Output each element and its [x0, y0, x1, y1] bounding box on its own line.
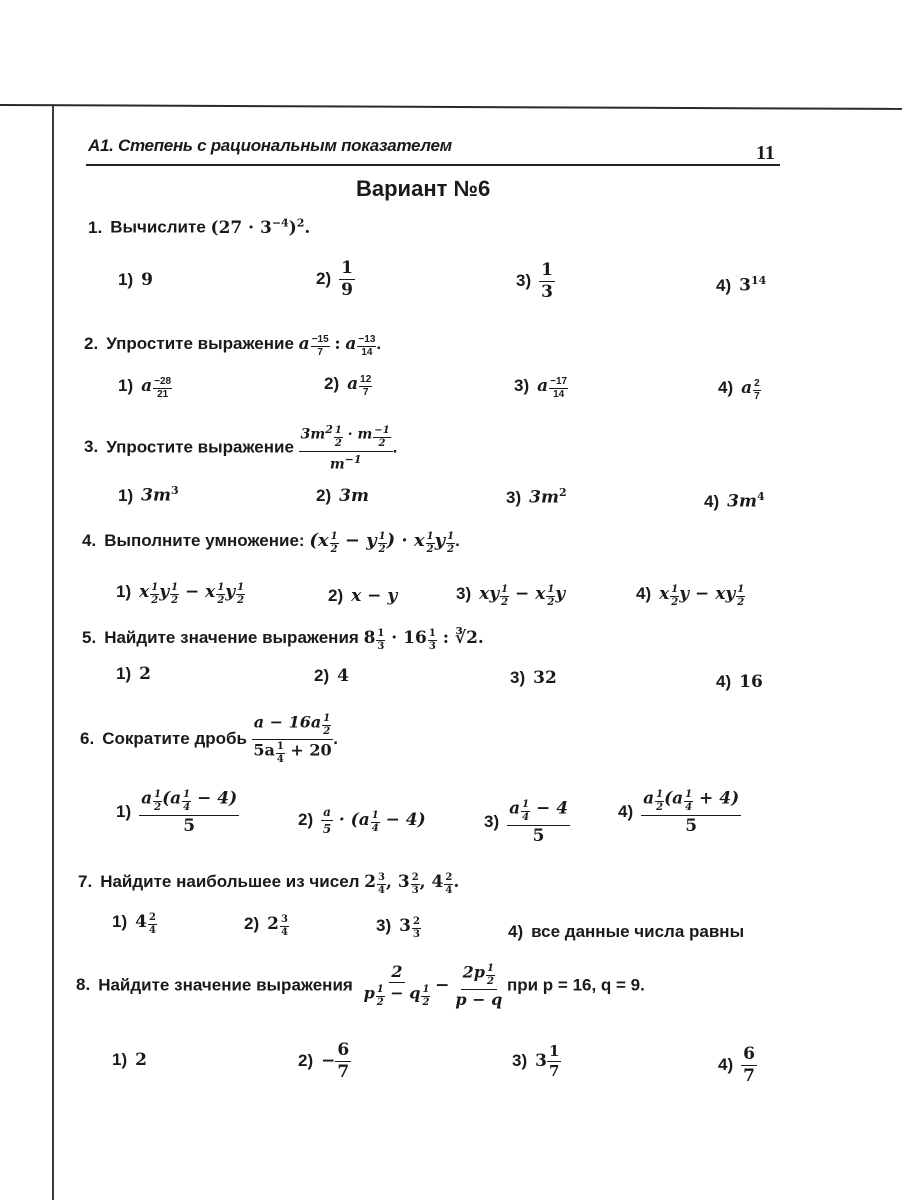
- q5-option-2: 2) 4: [314, 666, 349, 686]
- q4-option-3: 3) xy $\frac{1}{2}$ − x $\frac{1}{2}$ y: [456, 584, 566, 609]
- q7-option-2: 2) 2 $\frac{3}{4}$: [244, 914, 288, 939]
- q2-option-2: 2) a $\frac{12}{7}$: [324, 374, 372, 399]
- question-1: 1. Вычислите $(27 \cdot 3^{-4})^2$.: [88, 216, 311, 238]
- q4-option-2: 2) x − y: [328, 586, 398, 606]
- q8-option-3: 3) 3 $\frac{1}{7}$: [512, 1042, 560, 1080]
- q5-option-3: 3) 32: [510, 668, 557, 688]
- question-5: 5. Найдите значение выражения 8 $\frac{1}{3}$ · 16 $\frac{1}{3}$ : ∛2.: [82, 628, 484, 653]
- q1-option-2: 2) $\frac{1}{9}$: [316, 258, 353, 300]
- question-4: 4. Выполните умножение: (x $\frac{1}{2}$ − y $\frac{1}{2}$ ) · x $\frac{1}{2}$ y $\frac{1}{2}$ .: [82, 530, 460, 555]
- q1-option-4: 4) $3^{14}$: [716, 274, 767, 296]
- q6-option-3: 3) a $\frac{1}{4}$ − 4 5: [484, 798, 569, 846]
- q3-option-2: 2) 3m: [316, 486, 369, 506]
- page-number: 11: [756, 142, 775, 164]
- variant-title: Вариант №6: [356, 176, 491, 201]
- q2-option-3: 3) a $\frac{-17}{14}$: [514, 376, 568, 401]
- q1-option-1: 1) 9: [118, 270, 153, 290]
- q1-option-3: 3) $\frac{1}{3}$: [516, 260, 553, 302]
- question-7: 7. Найдите наибольшее из чисел 2 $\frac{3}{4}$ , 3 $\frac{2}{3}$ , 4 $\frac{2}{4}$ .: [78, 872, 460, 897]
- q2-option-1: 1) a $\frac{-28}{21}$: [118, 376, 172, 401]
- q7-option-1: 1) 4 $\frac{2}{4}$: [112, 912, 156, 937]
- header-rule: [86, 164, 780, 166]
- q3-option-1: 1) $3m^3$: [118, 484, 179, 506]
- page-left-edge: [52, 104, 54, 1200]
- question-3: 3. Упростите выражение $3m^2$ $\frac{1}{2}$ · m $\frac{-1}{2}$ $m^{-1}$ .: [84, 423, 398, 473]
- section-title: A1. Степень с рациональным показателем: [88, 136, 452, 155]
- q8-option-4: 4) $\frac{6}{7}$: [718, 1044, 755, 1086]
- q6-option-4: 4) a $\frac{1}{2}$ (a $\frac{1}{4}$ + 4) 5: [618, 788, 740, 836]
- question-6: 6. Сократите дробь a − 16a $\frac{1}{2}$ 5a $\frac{1}{4}$ + 20 .: [80, 712, 338, 765]
- q5-option-1: 1) 2: [116, 664, 151, 684]
- page-top-edge: [0, 104, 902, 110]
- question-2: 2. Упростите выражение a $\frac{-15}{7}$ : a $\frac{-13}{14}$ .: [84, 334, 382, 359]
- q7-option-3: 3) 3 $\frac{2}{3}$: [376, 916, 420, 941]
- q3-option-4: 4) $3m^4$: [704, 490, 765, 512]
- q3-option-3: 3) $3m^2$: [506, 486, 567, 508]
- q7-option-4: 4) все данные числа равны: [508, 922, 745, 941]
- q2-option-4: 4) a $\frac{2}{7}$: [718, 378, 760, 403]
- q4-option-1: 1) x $\frac{1}{2}$ y $\frac{1}{2}$ − x $\frac{1}{2}$ y $\frac{1}{2}$: [116, 582, 245, 607]
- question-8: 8. Найдите значение выражения 2 p $\frac{1}{2}$ − q $\frac{1}{2}$ − 2p $\frac{1}{2}$ p − q при p = 16, q = 9.: [76, 962, 645, 1009]
- q4-option-4: 4) x $\frac{1}{2}$ y − xy $\frac{1}{2}$: [636, 584, 745, 609]
- q5-option-4: 4) 16: [716, 672, 763, 692]
- q8-option-2: 2) − $\frac{6}{7}$: [298, 1040, 350, 1082]
- q8-option-1: 1) 2: [112, 1050, 147, 1070]
- q6-option-2: 2) $\frac{a}{5}$ · (a $\frac{1}{4}$ − 4): [298, 805, 426, 836]
- q6-option-1: 1) a $\frac{1}{2}$ (a $\frac{1}{4}$ − 4) 5: [116, 788, 238, 836]
